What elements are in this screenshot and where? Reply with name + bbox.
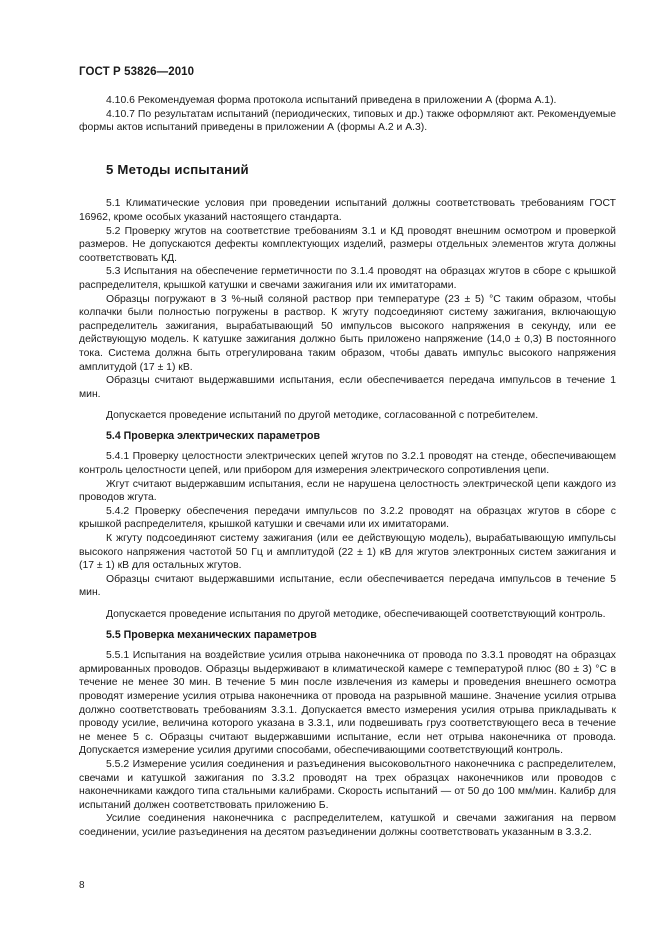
paragraph-5-4-2-method: К жгуту подсоединяют систему зажигания (или ее действующую модель), вырабатывающую импульсы высокого напряжения частотой 50 Гц и амплитудой (22 ± 1) кВ для жгутов электронных систем зажигания и (17 ± 1) кВ для остальных жгутов. (79, 533, 616, 572)
paragraph-5-4-2: 5.4.2 Проверку обеспечения передачи импульсов по 3.2.2 проводят на образцах жгутов в сборе с крышкой распределителя, крышкой катушки и свечами или их имитаторами. (79, 505, 616, 531)
document-body (79, 94, 616, 840)
paragraph-5-1: 5.1 Климатические условия при проведении испытаний должны соответствовать требованиям ГОСТ 16962, кроме особых указаний настоящего стандарта. (79, 198, 616, 223)
paragraph-4-10-6: 4.10.6 Рекомендуемая форма протокола испытаний приведена в приложении А (форма А.1). (106, 95, 557, 106)
paragraph-5-5-2: 5.5.2 Измерение усилия соединения и разъединения высоковольтного наконечника с распределителем, свечами и катушкой зажигания по 3.3.2 проводят на трех образцах наконечников или проводов с наконечниками каждого типа стальными калибрами. Скорость испытаний — от 50 до 100 мм/мин. Калибр для испытаний должен соответствовать приложению Б. (79, 758, 616, 811)
section-5-5-title: 5.5 Проверка механических параметров (106, 628, 317, 641)
paragraph-5-5-2-force: Усилие соединения наконечника с распределителем, катушкой и свечами зажигания на первом соединении, усилие разъединения на десятом разъединении должны соответствовать указанным в 3.3.2. (79, 813, 616, 838)
paragraph-5-2: 5.2 Проверку жгутов на соответствие требованиям 3.1 и КД проводят внешним осмотром и проверкой размеров. Не допускаются дефекты комплектующих изделий, размеры отдельных элементов жгута должны соответствовать КД. (79, 225, 616, 264)
paragraph-5-4-1: 5.4.1 Проверку целостности электрических цепей жгутов по 3.2.1 проводят на стенде, обеспечивающем контроль целостности цепей, или прибором для измерения электрического сопротивления цепи. (79, 451, 616, 477)
paragraph-5-3-alternative: Допускается проведение испытаний по другой методике, согласованной с потребителем. (106, 410, 539, 422)
paragraph-5-4-1-criteria: Жгут считают выдержавшим испытания, если не нарушена целостность электрической цепи каждого из проводов жгута. (79, 478, 616, 504)
section-5-title: 5 Методы испытаний (106, 161, 249, 177)
paragraph-5-3-method: Образцы погружают в 3 %-ный соляной раствор при температуре (23 ± 5) °С таким образом, чтобы колпачки были полностью погружены в раствор. К жгуту подсоединяют систему зажигания, включающую распределитель зажигания, вырабатывающий 50 импульсов высокого напряжения в секунду, или ее действующую модель. К катушке зажигания должно быть приложено напряжение (14,0 ± 0,3) В постоянного тока. Система должна быть отрегулирована таким образом, чтобы давать импульс высокого напряжения амплитудой (17 ± 1) кВ. (79, 293, 616, 373)
paragraph-4-10-7: 4.10.7 По результатам испытаний (периодических, типовых и др.) также оформляют акт. Рекомендуемые формы актов испытаний приведены в приложении А (формы А.2 и А.3). (79, 108, 616, 134)
page-number: 8 (79, 880, 85, 891)
paragraph-5-4-2-criteria: Образцы считают выдержавшими испытание, если обеспечивается передача импульсов в течение 5 мин. (79, 573, 616, 599)
section-5-4-title: 5.4 Проверка электрических параметров (106, 429, 320, 442)
paragraph-5-3-criteria: Образцы считают выдержавшими испытания, если обеспечивается передача импульсов в течение 1 мин. (79, 375, 616, 400)
document-header: ГОСТ Р 53826—2010 (79, 66, 195, 78)
paragraph-5-3: 5.3 Испытания на обеспечение герметичности по 3.1.4 проводят на образцах жгутов в сборе с крышкой распределителя, крышкой катушки и свечами зажигания или их имитаторами. (79, 266, 616, 291)
paragraph-5-5-1: 5.5.1 Испытания на воздействие усилия отрыва наконечника от провода по 3.3.1 проводят на образцах армированных проводов. Образцы выдерживают в климатической камере с температурой плюс (80 ± 3) °С в течение не менее 30 мин. В течение 5 мин после извлечения из камеры и проведения внешнего осмотра проводят измерение усилия отрыва наконечника от провода на разрывной машине. Значение усилия отрыва должно соответствовать требованиям 3.3.1. Допускается вместо измерения усилия отрыва прикладывать к проводу усилие, величина которого указана в 3.3.1, или подвешивать груз соответствующего веса в течение не менее 5 с. Образцы считают выдержавшими испытание, если нет отрыва наконечника от провода. Допускается измерение усилия другими способами, обеспечивающими соответствующий контроль. (79, 650, 616, 757)
paragraph-5-4-2-alternative: Допускается проведение испытания по другой методике, обеспечивающей соответствующий контроль. (106, 609, 606, 620)
